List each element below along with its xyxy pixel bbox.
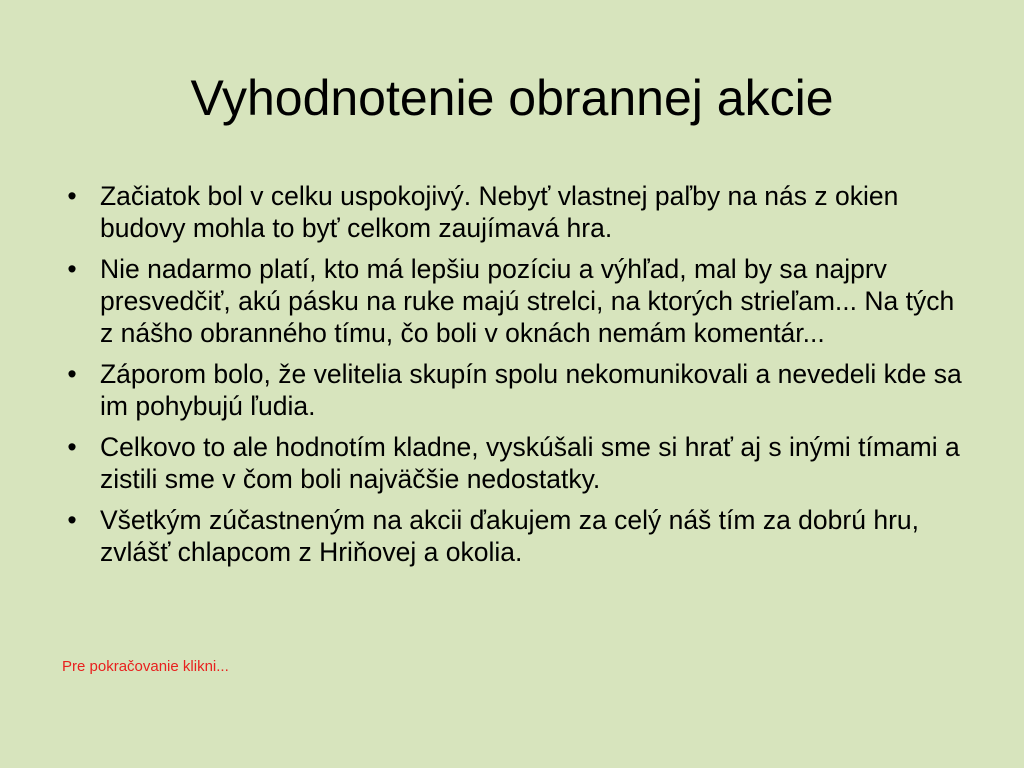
bullet-text: Začiatok bol v celku uspokojivý. Nebyť vlastnej paľby na nás z okien budovy mohla to byť celkom zaujímavá hra. [100, 181, 899, 243]
bullet-icon: • [67, 181, 77, 211]
continue-link[interactable]: Pre pokračovanie klikni... [62, 658, 229, 675]
bullet-icon: • [67, 505, 77, 535]
bullet-icon: • [67, 432, 77, 462]
bullet-item [60, 431, 970, 495]
bullet-item [60, 253, 970, 349]
bullet-text: Nie nadarmo platí, kto má lepšiu pozíciu a výhľad, mal by sa najprv presvedčiť, akú pásku na ruke majú strelci, na ktorých strieľam... Na tých z nášho obranného tímu, čo boli v oknách nemám komentár... [100, 254, 955, 348]
bullet-item [60, 180, 970, 244]
bullet-item [60, 504, 970, 568]
bullet-icon: • [67, 254, 77, 284]
bullet-text: Celkovo to ale hodnotím kladne, vyskúšali sme si hrať aj s inými tímami a zistili sme v čom boli najväčšie nedostatky. [100, 432, 960, 494]
bullet-list [60, 180, 970, 577]
bullet-item [60, 358, 970, 422]
bullet-text: Záporom bolo, že velitelia skupín spolu nekomunikovali a nevedeli kde sa im pohybujú ľudia. [100, 359, 962, 421]
bullet-icon: • [67, 359, 77, 389]
slide-title: Vyhodnotenie obrannej akcie [190, 70, 834, 126]
bullet-text: Všetkým zúčastneným na akcii ďakujem za celý náš tím za dobrú hru, zvlášť chlapcom z Hriňovej a okolia. [100, 505, 919, 567]
